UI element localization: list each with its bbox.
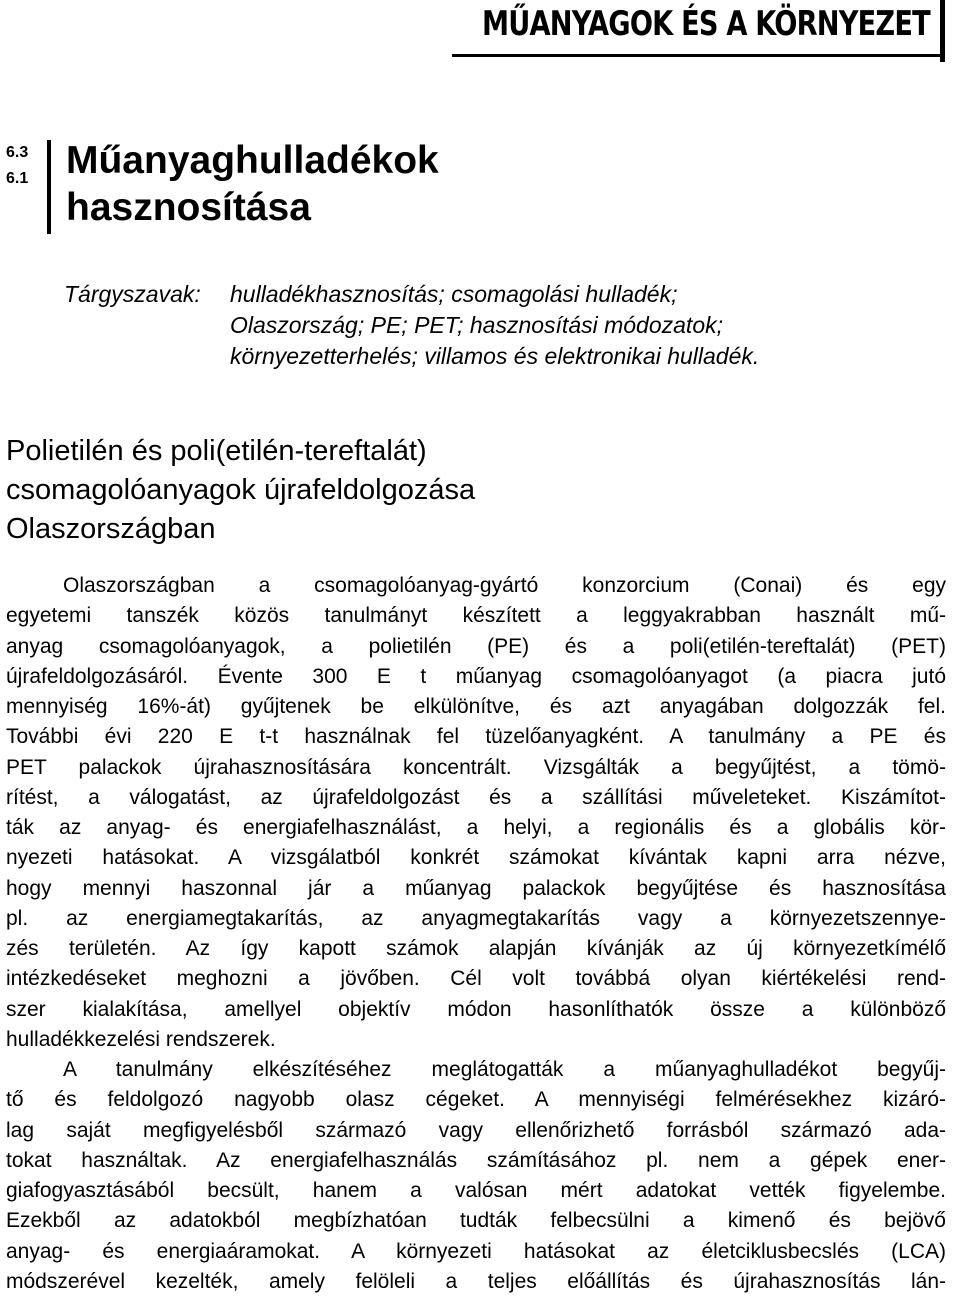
keywords-label: Tárgyszavak: (64, 281, 201, 307)
body-line: anyag csomagolóanyagok, a polietilén (PE) és a poli(etilén-tereftalát) (PET) (6, 634, 946, 658)
body-line: újrafeldolgozásáról. Évente 300 E t műanyag csomagolóanyagot (a piacra jutó (6, 664, 946, 688)
section-divider (47, 140, 51, 234)
keywords-line: Olaszország; PE; PET; hasznosítási módozatok; (230, 312, 724, 338)
body-line: tokat használtak. Az energiafelhasználás számításához pl. nem a gépek ener- (6, 1148, 946, 1172)
body-line: A tanulmány elkészítéséhez meglátogatták a műanyaghulladékot begyűj- (63, 1058, 946, 1081)
body-line: anyag- és energiaáramokat. A környezeti hatásokat az életciklusbecslés (LCA) (6, 1239, 946, 1263)
body-line: pl. az energiamegtakarítás, az anyagmegtakarítás vagy a környezetszennye- (6, 906, 946, 930)
article-body (6, 571, 946, 1297)
article-title-line: Olaszországban (6, 513, 216, 545)
body-line: rítést, a válogatást, az újrafeldolgozást és a szállítási műveleteket. Kiszámítot- (6, 785, 946, 809)
body-line: nyezeti hatásokat. A vizsgálatból konkrét számokat kívántak kapni arra nézve, (6, 846, 946, 870)
body-line: intézkedéseket meghozni a jövőben. Cél volt továbbá olyan kiértékelési rend- (6, 967, 946, 991)
body-line: PET palackok újrahasznosítására koncentrált. Vizsgálták a begyűjtést, a tömö- (6, 755, 946, 779)
header-horizontal-rule (452, 54, 945, 57)
body-line: zés területén. Az így kapott számok alapján kívánják az új környezetkímélő (6, 937, 946, 960)
body-line: hogy mennyi haszonnal jár a műanyag palackok begyűjtése és hasznosítása (6, 876, 946, 900)
body-line: módszerével kezelték, amely felöleli a teljes előállítás és újrahasznosítás lán- (6, 1269, 946, 1293)
body-line: giafogyasztásából becsült, hanem a valósan mért adatokat vették figyelembe. (6, 1179, 946, 1202)
article-title-line: csomagolóanyagok újrafeldolgozása (6, 474, 476, 506)
body-line: Olaszországban a csomagolóanyag-gyártó konzorcium (Conai) és egy (63, 574, 946, 597)
body-line: lag saját megfigyelésből származó vagy ellenőrizhető forrásból származó ada- (6, 1118, 946, 1142)
keywords-line: hulladékhasznosítás; csomagolási hulladék; (230, 281, 678, 307)
body-line: szer kialakítása, amellyel objektív módon hasonlíthatók össze a különböző (6, 997, 946, 1021)
body-line: Ezekből az adatokból megbízhatóan tudták felbecsülni a kimenő és bejövő (6, 1209, 946, 1233)
section-divider-bar (47, 140, 51, 234)
keywords-block (64, 279, 944, 372)
chapter-title-line-1: Műanyaghulladékok (66, 139, 439, 182)
body-line: egyetemi tanszék közös tanulmányt készített a leggyakrabban használt mű- (6, 604, 946, 628)
body-line: További évi 220 E t-t használnak fel tüzelőanyagként. A tanulmány a PE és (6, 725, 946, 749)
body-line: tő és feldolgozó nagyobb olasz cégeket. A mennyiségi felmérésekhez kizáró- (6, 1088, 946, 1112)
body-line: mennyiség 16%-át) gyűjtenek be elkülönítve, és azt anyagában dolgozzák fel. (6, 695, 946, 718)
section-codes (6, 140, 28, 192)
body-line: ták az anyag- és energiafelhasználást, a helyi, a regionális és a globális kör- (6, 816, 946, 839)
keywords-line: környezetterhelés; villamos és elektronikai hulladék. (230, 343, 760, 369)
header-vertical-rule (940, 0, 945, 62)
chapter-title (66, 137, 766, 231)
body-line: hulladékkezelési rendszerek. (6, 1027, 276, 1051)
section-code-2: 6.1 (6, 170, 29, 187)
chapter-title-line-2: hasznosítása (66, 186, 311, 229)
article-title-line: Polietilén és poli(etilén-tereftalát) (6, 435, 427, 467)
article-title (6, 432, 906, 549)
section-code-1: 6.3 (6, 144, 29, 161)
keywords-list (230, 279, 759, 372)
running-header-title: MŰANYAGOK ÉS A KÖRNYEZET (482, 4, 930, 44)
page-header (0, 0, 960, 60)
